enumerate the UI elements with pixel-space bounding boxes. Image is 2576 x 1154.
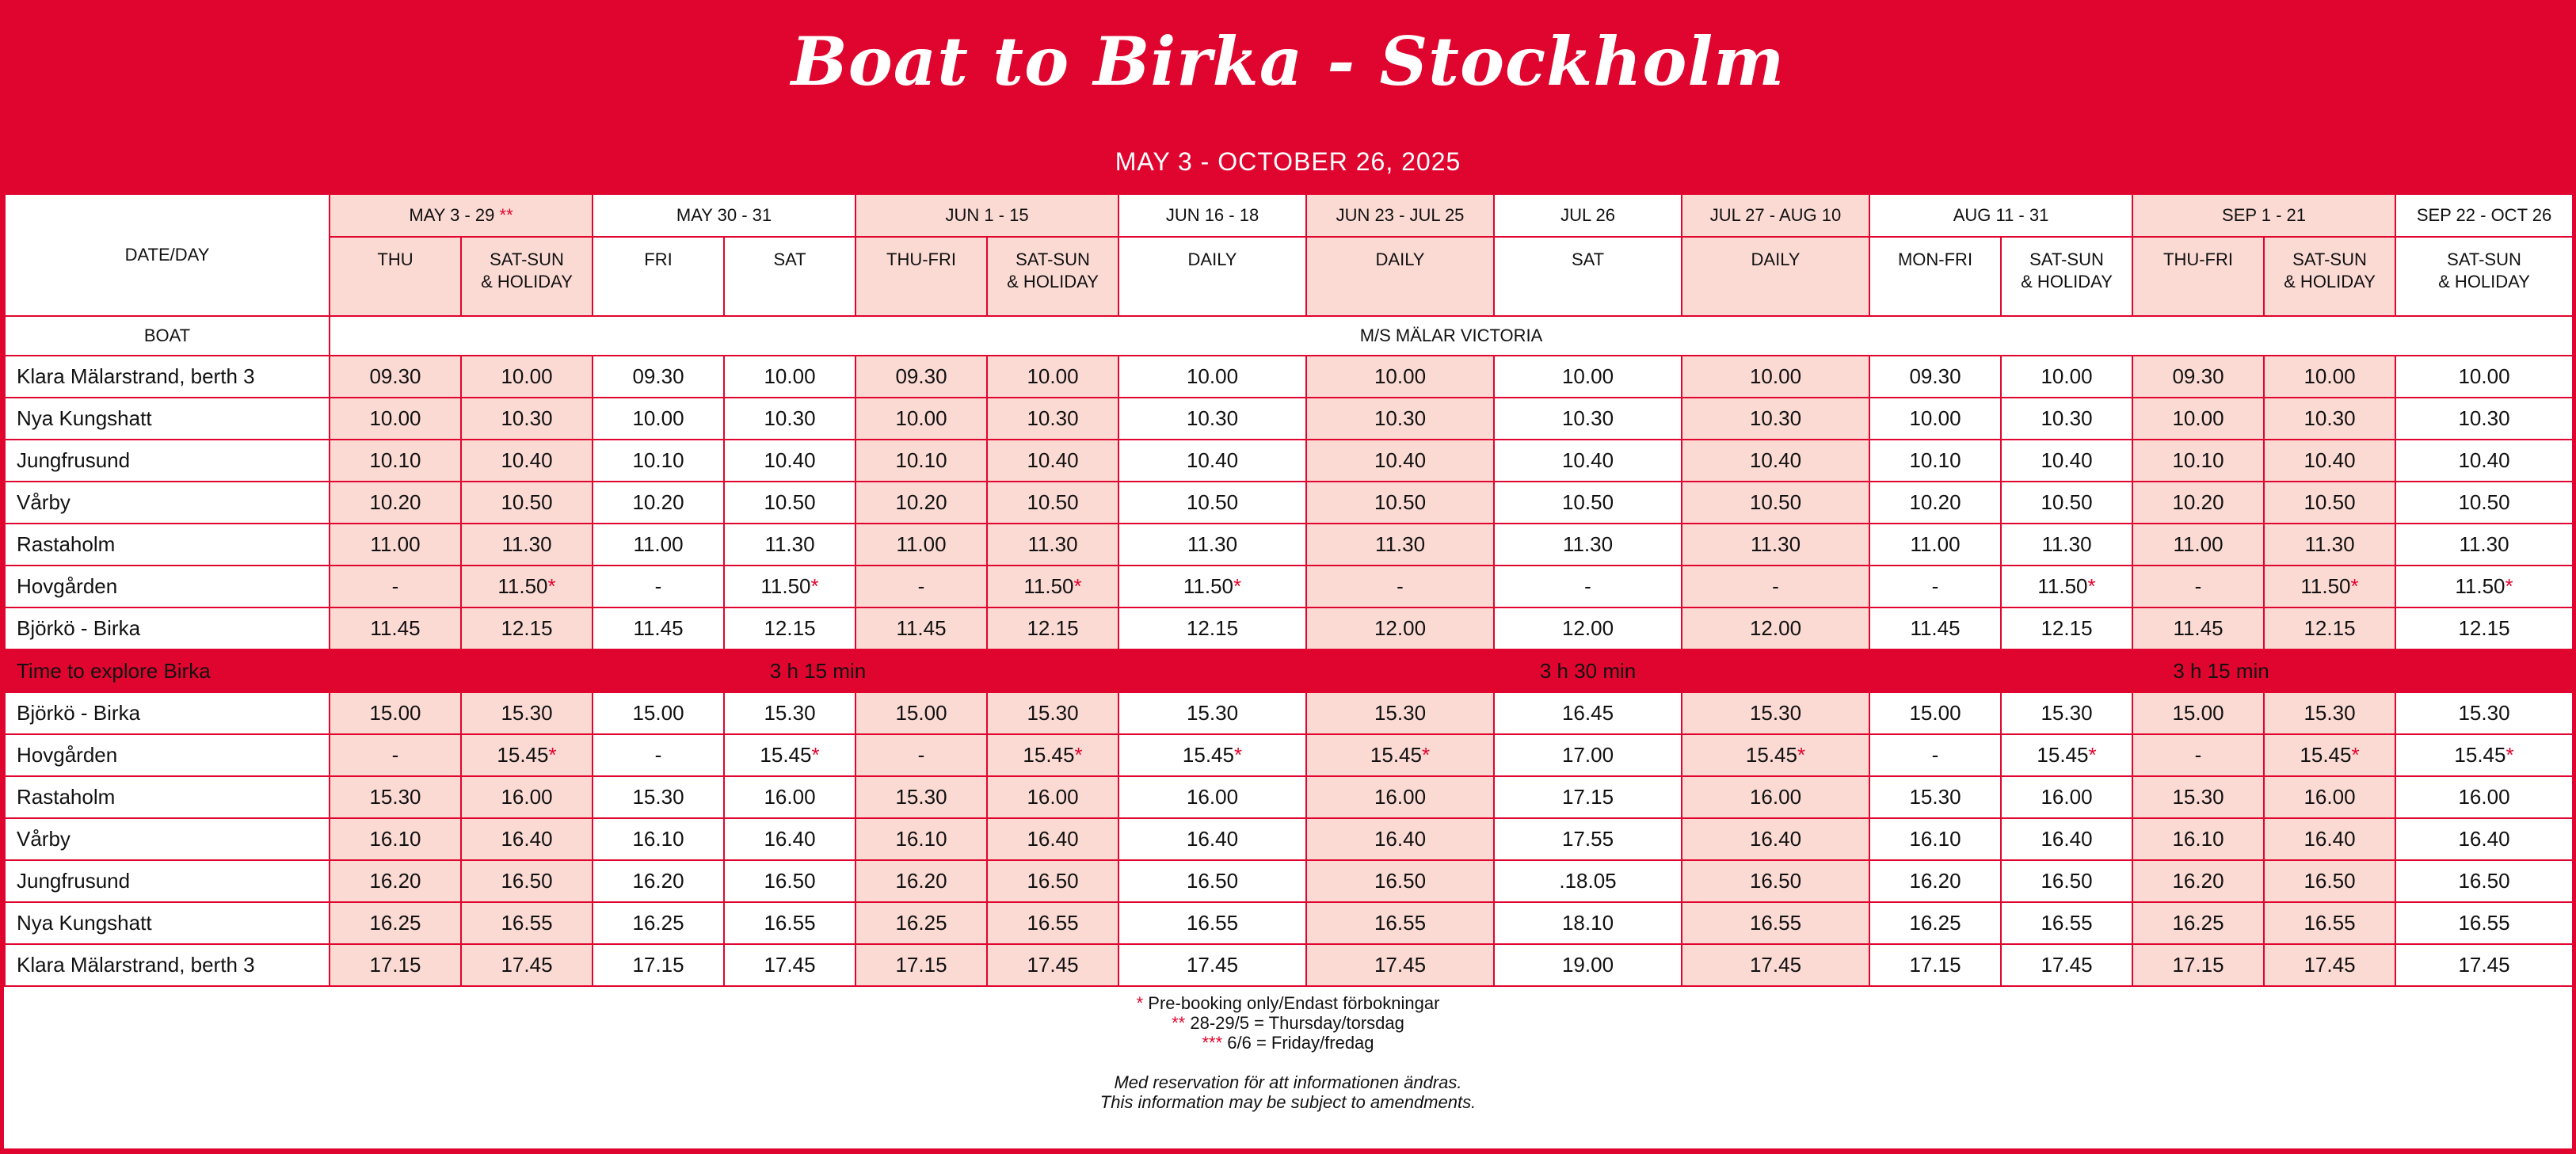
departure-time: 15.30 bbox=[461, 692, 593, 734]
departure-time: 11.30 bbox=[724, 524, 855, 566]
day-header: SAT-SUN & HOLIDAY bbox=[2001, 237, 2132, 316]
departure-time: 16.50 bbox=[2001, 860, 2132, 902]
explore-label: Time to explore Birka bbox=[5, 649, 330, 692]
departure-time: 17.15 bbox=[330, 944, 461, 986]
table-row bbox=[5, 356, 2573, 398]
departure-time: 11.00 bbox=[593, 524, 724, 566]
departure-time: 10.50 bbox=[1118, 482, 1306, 524]
departure-time: 16.55 bbox=[987, 902, 1118, 944]
departure-time: 10.00 bbox=[2132, 398, 2264, 440]
departure-time: - bbox=[2132, 734, 2264, 776]
departure-time: 16.00 bbox=[2001, 776, 2132, 818]
explore-duration: 3 h 15 min bbox=[330, 649, 1306, 692]
departure-time: 15.45* bbox=[1682, 734, 1869, 776]
departure-time: 15.30 bbox=[593, 776, 724, 818]
departure-time: 17.45 bbox=[2264, 944, 2395, 986]
day-header: SAT-SUN & HOLIDAY bbox=[2264, 237, 2395, 316]
departure-time: 10.00 bbox=[2264, 356, 2395, 398]
explore-time-band bbox=[5, 649, 2573, 692]
timetable bbox=[4, 193, 2574, 987]
departure-time: 12.00 bbox=[1494, 607, 1682, 649]
departure-time: 10.50 bbox=[2395, 482, 2573, 524]
departure-time: - bbox=[330, 734, 461, 776]
departure-time: 15.00 bbox=[330, 692, 461, 734]
departure-time: 15.30 bbox=[2264, 692, 2395, 734]
departure-time: 16.40 bbox=[1118, 818, 1306, 860]
departure-time: - bbox=[855, 734, 987, 776]
footnote: * Pre-booking only/Endast förbokningar bbox=[1136, 993, 1440, 1013]
departure-time: 10.50 bbox=[1682, 482, 1869, 524]
departure-time: 10.00 bbox=[724, 356, 855, 398]
departure-time: 11.45 bbox=[2132, 607, 2264, 649]
departure-time: 10.40 bbox=[1306, 440, 1494, 482]
day-header: DAILY bbox=[1682, 237, 1869, 316]
departure-time: 10.10 bbox=[330, 440, 461, 482]
departure-time: 12.00 bbox=[1682, 607, 1869, 649]
day-header: SAT bbox=[1494, 237, 1682, 316]
day-header: SAT bbox=[724, 237, 855, 316]
departure-time: 10.20 bbox=[855, 482, 987, 524]
stop-name: Hovgården bbox=[5, 734, 330, 776]
departure-time: 10.20 bbox=[593, 482, 724, 524]
departure-time: 11.00 bbox=[330, 524, 461, 566]
departure-time: 10.00 bbox=[1306, 356, 1494, 398]
stop-name: Björkö - Birka bbox=[5, 607, 330, 649]
departure-time: 17.15 bbox=[1869, 944, 2001, 986]
explore-duration: 3 h 30 min bbox=[1306, 649, 1869, 692]
departure-time: 10.00 bbox=[330, 398, 461, 440]
departure-time: 10.00 bbox=[2395, 356, 2573, 398]
departure-time: 16.10 bbox=[2132, 818, 2264, 860]
departure-time: 10.50 bbox=[2264, 482, 2395, 524]
stop-name: Björkö - Birka bbox=[5, 692, 330, 734]
departure-time: 16.40 bbox=[2395, 818, 2573, 860]
departure-time: 11.30 bbox=[1682, 524, 1869, 566]
departure-time: 11.30 bbox=[987, 524, 1118, 566]
timetable-sheet bbox=[4, 193, 2572, 1148]
footnote: ** 28-29/5 = Thursday/torsdag bbox=[1172, 1013, 1404, 1033]
departure-time: 10.40 bbox=[461, 440, 593, 482]
departure-time: - bbox=[593, 566, 724, 607]
departure-time: 17.45 bbox=[724, 944, 855, 986]
departure-time: 11.30 bbox=[2264, 524, 2395, 566]
departure-time: 10.50 bbox=[987, 482, 1118, 524]
departure-time: 10.30 bbox=[1118, 398, 1306, 440]
period-header: SEP 22 - OCT 26 bbox=[2395, 194, 2573, 237]
departure-time: 17.15 bbox=[2132, 944, 2264, 986]
boat-label: BOAT bbox=[5, 316, 330, 356]
departure-time: 10.30 bbox=[461, 398, 593, 440]
departure-time: 19.00 bbox=[1494, 944, 1682, 986]
departure-time: 16.20 bbox=[330, 860, 461, 902]
departure-time: 09.30 bbox=[1869, 356, 2001, 398]
departure-time: 11.30 bbox=[2395, 524, 2573, 566]
departure-time: 16.50 bbox=[1682, 860, 1869, 902]
departure-time: 10.00 bbox=[987, 356, 1118, 398]
departure-time: 12.15 bbox=[724, 607, 855, 649]
stop-name: Jungfrusund bbox=[5, 860, 330, 902]
departure-time: 17.15 bbox=[1494, 776, 1682, 818]
day-header: THU-FRI bbox=[855, 237, 987, 316]
departure-time: 15.30 bbox=[2132, 776, 2264, 818]
departure-time: 10.00 bbox=[593, 398, 724, 440]
period-header: JUN 1 - 15 bbox=[855, 194, 1118, 237]
departure-time: 15.45* bbox=[724, 734, 855, 776]
departure-time: 10.10 bbox=[593, 440, 724, 482]
departure-time: 17.45 bbox=[2395, 944, 2573, 986]
departure-time: 16.40 bbox=[1306, 818, 1494, 860]
departure-time: 10.40 bbox=[1118, 440, 1306, 482]
departure-time: 10.50 bbox=[461, 482, 593, 524]
departure-time: 16.40 bbox=[1682, 818, 1869, 860]
departure-time: 15.45* bbox=[461, 734, 593, 776]
departure-time: 16.50 bbox=[724, 860, 855, 902]
departure-time: 12.15 bbox=[461, 607, 593, 649]
departure-time: 16.50 bbox=[1118, 860, 1306, 902]
departure-time: 15.30 bbox=[987, 692, 1118, 734]
day-header: THU-FRI bbox=[2132, 237, 2264, 316]
departure-time: 16.40 bbox=[987, 818, 1118, 860]
departure-time: 10.00 bbox=[1869, 398, 2001, 440]
departure-time: 17.45 bbox=[1682, 944, 1869, 986]
departure-time: 11.00 bbox=[1869, 524, 2001, 566]
departure-time: - bbox=[1682, 566, 1869, 607]
departure-time: 16.55 bbox=[1682, 902, 1869, 944]
departure-time: 15.30 bbox=[1306, 692, 1494, 734]
table-row bbox=[5, 566, 2573, 607]
departure-time: 16.55 bbox=[461, 902, 593, 944]
departure-time: 10.30 bbox=[1306, 398, 1494, 440]
page-title: Boat to Birka - Stockholm bbox=[791, 22, 1785, 101]
departure-time: 15.30 bbox=[1682, 692, 1869, 734]
departure-time: 11.50* bbox=[987, 566, 1118, 607]
departure-time: 17.15 bbox=[593, 944, 724, 986]
departure-time: 09.30 bbox=[330, 356, 461, 398]
period-header: AUG 11 - 31 bbox=[1869, 194, 2132, 237]
stop-name: Klara Mälarstrand, berth 3 bbox=[5, 944, 330, 986]
departure-time: 10.40 bbox=[2001, 440, 2132, 482]
departure-time: 16.40 bbox=[2264, 818, 2395, 860]
departure-time: - bbox=[855, 566, 987, 607]
departure-time: 10.40 bbox=[1494, 440, 1682, 482]
departure-time: 11.30 bbox=[1118, 524, 1306, 566]
departure-time: - bbox=[330, 566, 461, 607]
departure-time: 16.00 bbox=[724, 776, 855, 818]
departure-time: 15.45* bbox=[2264, 734, 2395, 776]
departure-time: 10.50 bbox=[1306, 482, 1494, 524]
departure-time: 16.00 bbox=[1118, 776, 1306, 818]
day-header: THU bbox=[330, 237, 461, 316]
departure-time: 17.45 bbox=[1118, 944, 1306, 986]
footnote: *** 6/6 = Friday/fredag bbox=[1202, 1033, 1374, 1053]
stop-name: Rastaholm bbox=[5, 524, 330, 566]
departure-time: 16.10 bbox=[855, 818, 987, 860]
departure-time: 16.50 bbox=[2395, 860, 2573, 902]
departure-time: 16.25 bbox=[593, 902, 724, 944]
day-header: FRI bbox=[593, 237, 724, 316]
departure-time: 16.55 bbox=[724, 902, 855, 944]
departure-time: 10.20 bbox=[330, 482, 461, 524]
departure-time: 16.00 bbox=[2264, 776, 2395, 818]
departure-time: 15.45* bbox=[1118, 734, 1306, 776]
departure-time: 10.00 bbox=[1494, 356, 1682, 398]
day-header: DAILY bbox=[1306, 237, 1494, 316]
departure-time: 15.30 bbox=[1869, 776, 2001, 818]
departure-time: 11.50* bbox=[724, 566, 855, 607]
departure-time: 16.55 bbox=[1306, 902, 1494, 944]
departure-time: 09.30 bbox=[2132, 356, 2264, 398]
departure-time: 16.55 bbox=[2001, 902, 2132, 944]
departure-time: 17.00 bbox=[1494, 734, 1682, 776]
departure-time: 10.00 bbox=[1118, 356, 1306, 398]
departure-time: 10.00 bbox=[855, 398, 987, 440]
departure-time: 15.30 bbox=[1118, 692, 1306, 734]
departure-time: 10.10 bbox=[2132, 440, 2264, 482]
table-row bbox=[5, 440, 2573, 482]
departure-time: 11.50* bbox=[2395, 566, 2573, 607]
departure-time: 15.30 bbox=[724, 692, 855, 734]
departure-time: 16.25 bbox=[2132, 902, 2264, 944]
departure-time: 15.00 bbox=[855, 692, 987, 734]
departure-time: 11.30 bbox=[461, 524, 593, 566]
departure-time: 15.00 bbox=[1869, 692, 2001, 734]
departure-time: 16.00 bbox=[461, 776, 593, 818]
departure-time: 12.15 bbox=[987, 607, 1118, 649]
stop-name: Rastaholm bbox=[5, 776, 330, 818]
departure-time: 16.40 bbox=[461, 818, 593, 860]
departure-time: 16.55 bbox=[2395, 902, 2573, 944]
departure-time: 11.45 bbox=[1869, 607, 2001, 649]
departure-time: 15.45* bbox=[2395, 734, 2573, 776]
departure-time: - bbox=[1306, 566, 1494, 607]
departure-time: 15.45* bbox=[1306, 734, 1494, 776]
departure-time: .18.05 bbox=[1494, 860, 1682, 902]
table-row bbox=[5, 818, 2573, 860]
departure-time: 17.45 bbox=[987, 944, 1118, 986]
disclaimer-line: Med reservation för att informationen ändras. bbox=[1114, 1072, 1462, 1092]
departure-time: 16.00 bbox=[2395, 776, 2573, 818]
table-row bbox=[5, 776, 2573, 818]
departure-time: 17.45 bbox=[1306, 944, 1494, 986]
departure-time: 16.20 bbox=[1869, 860, 2001, 902]
departure-time: 18.10 bbox=[1494, 902, 1682, 944]
departure-time: 16.10 bbox=[330, 818, 461, 860]
departure-time: 15.30 bbox=[855, 776, 987, 818]
period-header: JUN 16 - 18 bbox=[1118, 194, 1306, 237]
departure-time: 15.30 bbox=[330, 776, 461, 818]
departure-time: 11.30 bbox=[1494, 524, 1682, 566]
departure-time: 12.15 bbox=[2001, 607, 2132, 649]
departure-time: 16.10 bbox=[1869, 818, 2001, 860]
disclaimer-line: This information may be subject to amendments. bbox=[1099, 1092, 1477, 1112]
departure-time: 11.45 bbox=[593, 607, 724, 649]
departure-time: 10.20 bbox=[1869, 482, 2001, 524]
date-day-label: DATE/DAY bbox=[5, 194, 330, 316]
departure-time: 17.45 bbox=[461, 944, 593, 986]
departure-time: 15.45* bbox=[987, 734, 1118, 776]
departure-time: 10.40 bbox=[987, 440, 1118, 482]
departure-time: - bbox=[1494, 566, 1682, 607]
stop-name: Vårby bbox=[5, 482, 330, 524]
departure-time: 16.25 bbox=[330, 902, 461, 944]
departure-time: 15.00 bbox=[593, 692, 724, 734]
departure-time: 11.30 bbox=[1306, 524, 1494, 566]
boat-name: M/S MÄLAR VICTORIA bbox=[330, 316, 2573, 356]
day-header: DAILY bbox=[1118, 237, 1306, 316]
header bbox=[0, 0, 2576, 193]
departure-time: 16.50 bbox=[987, 860, 1118, 902]
departure-time: 09.30 bbox=[855, 356, 987, 398]
explore-duration: 3 h 15 min bbox=[1869, 649, 2573, 692]
period-header: JUL 26 bbox=[1494, 194, 1682, 237]
departure-time: 16.50 bbox=[1306, 860, 1494, 902]
table-row bbox=[5, 398, 2573, 440]
departure-time: 10.10 bbox=[855, 440, 987, 482]
departure-time: 10.50 bbox=[2001, 482, 2132, 524]
departure-time: 10.30 bbox=[1682, 398, 1869, 440]
departure-time: 17.55 bbox=[1494, 818, 1682, 860]
departure-time: 10.30 bbox=[987, 398, 1118, 440]
departure-time: 10.50 bbox=[724, 482, 855, 524]
departure-time: 12.15 bbox=[1118, 607, 1306, 649]
table-row bbox=[5, 607, 2573, 649]
departure-time: 16.25 bbox=[855, 902, 987, 944]
departure-time: 11.50* bbox=[2264, 566, 2395, 607]
day-header: SAT-SUN & HOLIDAY bbox=[461, 237, 593, 316]
departure-time: 16.00 bbox=[987, 776, 1118, 818]
departure-time: - bbox=[2132, 566, 2264, 607]
departure-time: 16.00 bbox=[1682, 776, 1869, 818]
departure-time: 16.55 bbox=[1118, 902, 1306, 944]
departure-time: - bbox=[593, 734, 724, 776]
departure-time: 16.50 bbox=[461, 860, 593, 902]
departure-time: 09.30 bbox=[593, 356, 724, 398]
departure-time: 10.40 bbox=[2264, 440, 2395, 482]
departure-time: 10.10 bbox=[1869, 440, 2001, 482]
departure-time: 10.30 bbox=[2395, 398, 2573, 440]
table-row bbox=[5, 734, 2573, 776]
departure-time: 10.30 bbox=[2264, 398, 2395, 440]
departure-time: 15.30 bbox=[2395, 692, 2573, 734]
period-header: MAY 3 - 29 ** bbox=[330, 194, 593, 237]
stop-name: Nya Kungshatt bbox=[5, 902, 330, 944]
period-header: JUN 23 - JUL 25 bbox=[1306, 194, 1494, 237]
departure-time: 17.15 bbox=[855, 944, 987, 986]
departure-time: 10.30 bbox=[724, 398, 855, 440]
departure-time: 11.50* bbox=[461, 566, 593, 607]
day-header: SAT-SUN & HOLIDAY bbox=[987, 237, 1118, 316]
period-header: SEP 1 - 21 bbox=[2132, 194, 2395, 237]
departure-time: 10.30 bbox=[2001, 398, 2132, 440]
departure-time: 15.00 bbox=[2132, 692, 2264, 734]
departure-time: 15.30 bbox=[2001, 692, 2132, 734]
departure-time: 11.45 bbox=[855, 607, 987, 649]
table-row bbox=[5, 902, 2573, 944]
departure-time: 10.30 bbox=[1494, 398, 1682, 440]
departure-time: 16.20 bbox=[2132, 860, 2264, 902]
departure-time: 10.40 bbox=[724, 440, 855, 482]
departure-time: 12.15 bbox=[2395, 607, 2573, 649]
period-header: MAY 30 - 31 bbox=[593, 194, 855, 237]
departure-time: 10.00 bbox=[461, 356, 593, 398]
footnotes bbox=[4, 993, 2572, 1112]
table-row bbox=[5, 692, 2573, 734]
departure-time: 16.40 bbox=[724, 818, 855, 860]
departure-time: 17.45 bbox=[2001, 944, 2132, 986]
departure-time: 12.15 bbox=[2264, 607, 2395, 649]
season-dates: MAY 3 - OCTOBER 26, 2025 bbox=[1115, 147, 1461, 176]
departure-time: 11.50* bbox=[1118, 566, 1306, 607]
stop-name: Jungfrusund bbox=[5, 440, 330, 482]
departure-time: 16.10 bbox=[593, 818, 724, 860]
departure-time: 15.45* bbox=[2001, 734, 2132, 776]
departure-time: 11.30 bbox=[2001, 524, 2132, 566]
departure-time: - bbox=[1869, 734, 2001, 776]
table-row bbox=[5, 524, 2573, 566]
departure-time: 12.00 bbox=[1306, 607, 1494, 649]
departure-time: 11.00 bbox=[855, 524, 987, 566]
departure-time: 16.55 bbox=[2264, 902, 2395, 944]
table-row bbox=[5, 860, 2573, 902]
table-row bbox=[5, 944, 2573, 986]
stop-name: Klara Mälarstrand, berth 3 bbox=[5, 356, 330, 398]
stop-name: Hovgården bbox=[5, 566, 330, 607]
departure-time: 16.25 bbox=[1869, 902, 2001, 944]
stop-name: Vårby bbox=[5, 818, 330, 860]
departure-time: 16.00 bbox=[1306, 776, 1494, 818]
departure-time: 16.45 bbox=[1494, 692, 1682, 734]
departure-time: 16.50 bbox=[2264, 860, 2395, 902]
period-header: JUL 27 - AUG 10 bbox=[1682, 194, 1869, 237]
day-header: MON-FRI bbox=[1869, 237, 2001, 316]
departure-time: 10.50 bbox=[1494, 482, 1682, 524]
departure-time: 10.00 bbox=[1682, 356, 1869, 398]
departure-time: - bbox=[1869, 566, 2001, 607]
stop-name: Nya Kungshatt bbox=[5, 398, 330, 440]
departure-time: 16.20 bbox=[593, 860, 724, 902]
departure-time: 10.40 bbox=[1682, 440, 1869, 482]
departure-time: 10.40 bbox=[2395, 440, 2573, 482]
table-row bbox=[5, 482, 2573, 524]
departure-time: 11.50* bbox=[2001, 566, 2132, 607]
departure-time: 16.40 bbox=[2001, 818, 2132, 860]
departure-time: 10.20 bbox=[2132, 482, 2264, 524]
departure-time: 10.00 bbox=[2001, 356, 2132, 398]
day-header: SAT-SUN & HOLIDAY bbox=[2395, 237, 2573, 316]
departure-time: 11.00 bbox=[2132, 524, 2264, 566]
departure-time: 16.20 bbox=[855, 860, 987, 902]
departure-time: 11.45 bbox=[330, 607, 461, 649]
